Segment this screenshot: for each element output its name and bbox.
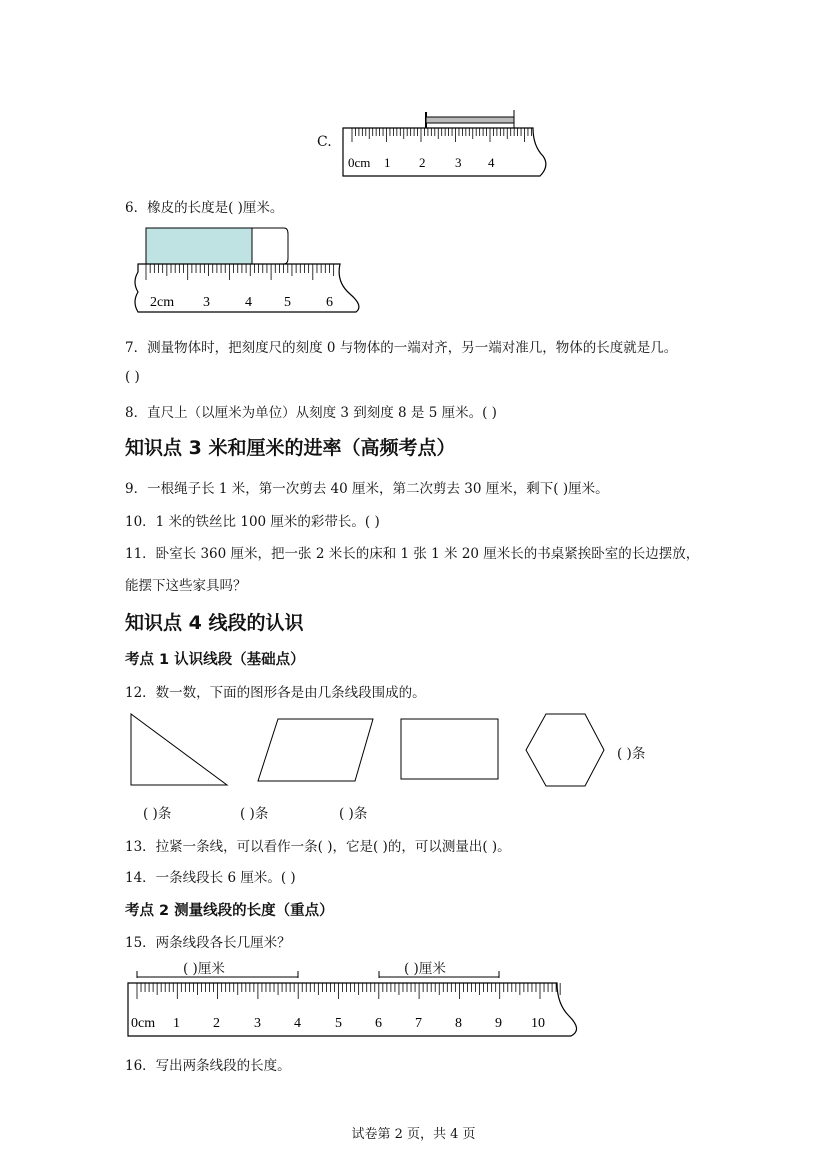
ruler-c-body xyxy=(343,128,546,176)
question-11-line2: 能摆下这些家具吗？ xyxy=(125,578,247,594)
question-13: 13．拉紧一条线，可以看作一条( )，它是( )的，可以测量出( )。 xyxy=(125,839,511,855)
eraser-ruler-label-2: 2cm xyxy=(150,295,175,310)
point-1-title: 考点 1 认识线段（基础点） xyxy=(125,652,305,668)
segment-ruler-label-10: 10 xyxy=(531,1016,545,1031)
triangle-shape xyxy=(131,714,227,785)
question-12-blank-rectangle: ( )条 xyxy=(339,806,368,822)
question-8: 8．直尺上（以厘米为单位）从刻度 3 到刻度 8 是 5 厘米。( ) xyxy=(125,405,497,421)
segment-ruler-label-5: 5 xyxy=(335,1016,342,1031)
ruler-c-label-4: 4 xyxy=(488,155,495,170)
question-7-blank: ( ) xyxy=(125,369,140,385)
question-11-line1: 11．卧室长 360 厘米，把一张 2 米长的床和 1 张 1 米 20 厘米长的书桌紧挨卧室的长边摆放， xyxy=(125,546,700,562)
parallelogram-shape xyxy=(258,719,373,781)
page-footer: 试卷第 2 页，共 4 页 xyxy=(351,1127,476,1142)
question-9: 9．一根绳子长 1 米，第一次剪去 40 厘米，第二次剪去 30 厘米，剩下( )厘米。 xyxy=(125,481,609,497)
question-16: 16．写出两条线段的长度。 xyxy=(125,1058,291,1074)
nail-shaft xyxy=(426,117,514,123)
eraser-ruler-figure xyxy=(128,224,368,316)
ruler-c-figure xyxy=(340,108,555,178)
question-6: 6．橡皮的长度是( )厘米。 xyxy=(125,200,284,216)
shapes-figure xyxy=(120,706,620,790)
ruler-c-label-3: 3 xyxy=(455,155,462,170)
eraser-ruler-label-6: 6 xyxy=(326,295,333,310)
point-2-title: 考点 2 测量线段的长度（重点） xyxy=(125,903,334,919)
segment-ruler-body xyxy=(128,983,577,1036)
ruler-c-label-0: 0cm xyxy=(348,155,371,170)
question-14: 14．一条线段长 6 厘米。( ) xyxy=(125,870,296,886)
question-15: 15．两条线段各长几厘米？ xyxy=(125,935,291,951)
ruler-c-label-1: 1 xyxy=(384,155,391,170)
segment-ruler-figure xyxy=(125,966,587,1042)
ruler-c-label-2: 2 xyxy=(419,155,426,170)
segment-ruler-label-8: 8 xyxy=(455,1016,462,1031)
segment-ruler-label-9: 9 xyxy=(495,1016,502,1031)
rectangle-shape xyxy=(401,719,498,779)
segment-ruler-label-1: 1 xyxy=(173,1016,180,1031)
question-10: 10．1 米的铁丝比 100 厘米的彩带长。( ) xyxy=(125,514,380,530)
option-c-label: C. xyxy=(317,134,332,150)
question-7: 7．测量物体时，把刻度尺的刻度 0 与物体的一端对齐，另一端对准几，物体的长度就是几。 xyxy=(125,340,678,356)
segment-ruler-label-0: 0cm xyxy=(131,1016,156,1031)
segment-ruler-label-4: 4 xyxy=(294,1016,301,1031)
eraser-ruler-label-4: 4 xyxy=(245,295,252,310)
segment-2-label: ( )厘米 xyxy=(404,961,446,977)
segment-ruler-label-6: 6 xyxy=(375,1016,382,1031)
question-12-blank-hexagon: ( )条 xyxy=(617,746,646,762)
question-12-blank-triangle: ( )条 xyxy=(143,806,172,822)
section-3-title: 知识点 3 米和厘米的进率（高频考点） xyxy=(125,437,456,459)
question-12-blank-parallelogram: ( )条 xyxy=(240,806,269,822)
segment-ruler-label-7: 7 xyxy=(415,1016,422,1031)
question-12: 12．数一数，下面的图形各是由几条线段围成的。 xyxy=(125,685,426,701)
eraser-ruler-label-3: 3 xyxy=(203,295,210,310)
segment-1-label: ( )厘米 xyxy=(183,961,225,977)
eraser-body xyxy=(146,228,252,264)
eraser-ruler-label-5: 5 xyxy=(284,295,291,310)
segment-ruler-label-2: 2 xyxy=(213,1016,220,1031)
section-4-title: 知识点 4 线段的认识 xyxy=(125,612,304,634)
eraser-sleeve xyxy=(252,228,288,264)
hexagon-shape xyxy=(526,714,604,786)
segment-ruler-label-3: 3 xyxy=(254,1016,261,1031)
